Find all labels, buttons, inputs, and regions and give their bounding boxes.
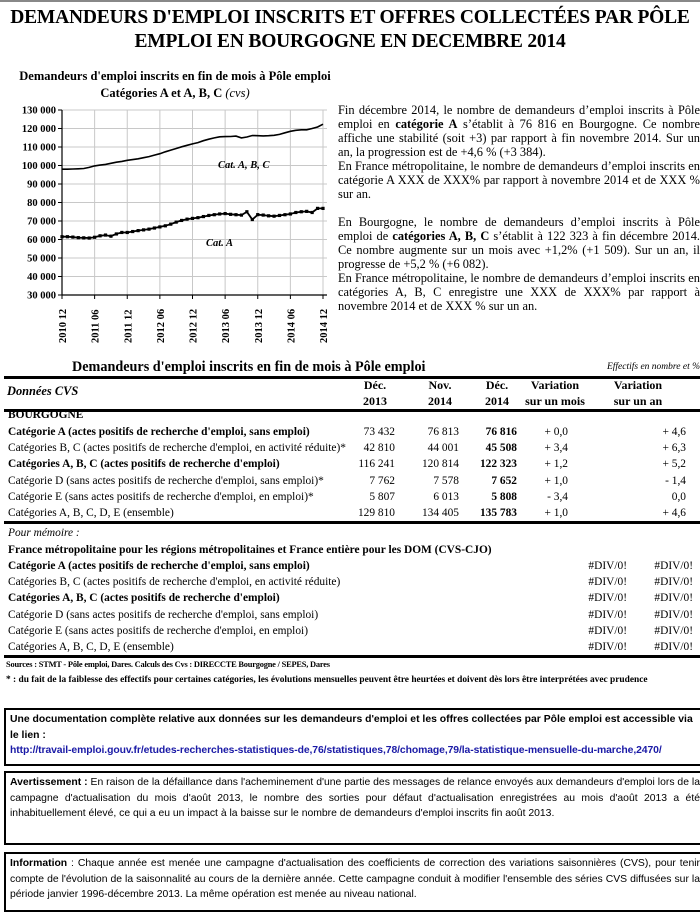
table-cell: + 1,0 <box>544 474 568 487</box>
data-marker <box>131 230 134 233</box>
data-marker <box>213 213 216 216</box>
chart-title <box>10 68 340 102</box>
data-marker <box>60 235 63 238</box>
data-marker <box>180 219 183 222</box>
table-cell: + 1,2 <box>544 458 568 471</box>
y-tick-label: 120 000 <box>21 124 56 135</box>
data-marker <box>283 213 286 216</box>
y-tick-label: 100 000 <box>21 161 56 172</box>
column-header-line1: Déc. <box>485 378 509 392</box>
data-marker <box>104 233 107 236</box>
table-cell: #DIV/0! <box>588 592 627 605</box>
data-marker <box>278 214 281 217</box>
data-marker <box>175 221 178 224</box>
table-cell: + 4,6 <box>662 426 686 438</box>
table-row-label: Catégories A, B, C, D, E (ensemble) <box>8 641 174 653</box>
table-row-label: Catégorie E (sans actes positifs de recherche d'emploi, en emploi)* <box>8 490 314 503</box>
table-row-label: Catégorie E (sans actes positifs de recherche d'emploi, en emploi) <box>8 624 308 637</box>
x-tick-label: 2011 12 <box>123 309 135 343</box>
table-cell: 73 432 <box>363 426 395 438</box>
table-cell: #DIV/0! <box>654 560 693 572</box>
table-cell: + 1,0 <box>544 507 568 519</box>
data-marker <box>93 236 96 239</box>
data-marker <box>234 213 237 216</box>
x-tick-label: 2014 12 <box>319 308 330 343</box>
table-cell: 7 652 <box>491 474 517 487</box>
commentary-cat-a <box>338 103 700 159</box>
information-box <box>4 852 700 912</box>
table-cell: 129 810 <box>357 507 395 519</box>
table-cell: 135 783 <box>479 507 517 519</box>
column-header <box>607 378 669 409</box>
table-title: Demandeurs d'emploi inscrits en fin de mois à Pôle emploi <box>72 359 426 375</box>
text-bold: catégories A, B, C <box>392 229 490 243</box>
data-marker <box>207 214 210 217</box>
data-marker <box>289 212 292 215</box>
data-marker <box>66 235 69 238</box>
commentary <box>338 103 700 313</box>
column-header-line2: 2014 <box>428 393 452 408</box>
commentary-cat-abc-france: En France métropolitaine, le nombre de demandeurs d’emploi inscrits en catégories A, B, C enregistre une XXX de XXX% par rapport à novembre 2014 et de XXX % sur un an. <box>338 271 700 313</box>
line-chart <box>0 100 335 350</box>
table-cell: - 1,4 <box>665 474 686 487</box>
table-row-label: Catégorie A (actes positifs de recherche d'emploi, sans emploi) <box>8 426 310 438</box>
x-tick-label: 2011 06 <box>90 309 102 343</box>
table-cell: 5 807 <box>369 490 395 503</box>
page-title-line1: DEMANDEURS D'EMPLOI INSCRITS ET OFFRES COLLECTÉES PAR PÔLE <box>10 7 690 28</box>
data-marker <box>272 215 275 218</box>
table-cell: 116 241 <box>358 458 395 471</box>
data-marker <box>158 225 161 228</box>
data-marker <box>169 223 172 226</box>
data-marker <box>224 212 227 215</box>
data-marker <box>115 232 118 235</box>
table-cell: + 6,3 <box>662 442 686 455</box>
data-marker <box>153 226 156 229</box>
y-tick-label: 40 000 <box>27 272 56 283</box>
text: s’établit à 122 323 à fin décembre 2014. Ce nombre augmente sur un mois avec +1,2% (+1 509). Sur un an, il progresse de +5,2 % (+6 082). <box>338 229 700 271</box>
memo-label: Pour mémoire : <box>8 527 80 539</box>
table-cell: 76 816 <box>485 426 517 438</box>
x-tick-label: 2012 06 <box>155 308 167 343</box>
y-tick-label: 30 000 <box>27 290 56 302</box>
data-marker <box>88 236 91 239</box>
data-marker <box>262 213 265 216</box>
table-cell: #DIV/0! <box>654 641 693 653</box>
data-marker <box>218 212 221 215</box>
chart-title-categories: Catégories A et A, B, C <box>100 86 223 100</box>
data-marker <box>251 218 254 221</box>
table-cell: 134 405 <box>421 507 459 519</box>
y-tick-label: 90 000 <box>27 179 56 191</box>
data-marker <box>321 207 324 210</box>
text: Fin décembre 2014, le nombre de demandeurs d’emploi inscrits à Pôle emploi en <box>338 103 700 131</box>
data-marker <box>267 214 270 217</box>
table-cell: 6 013 <box>433 490 459 503</box>
page-title-line2: EMPLOI EN BOURGOGNE EN DECEMBRE 2014 <box>134 31 566 52</box>
data-marker <box>245 210 248 213</box>
x-tick-label: 2012 12 <box>188 308 200 343</box>
data-marker <box>98 234 101 237</box>
table-row-header: Données CVS <box>7 384 79 398</box>
table-cell: #DIV/0! <box>654 576 693 589</box>
data-marker <box>126 231 129 234</box>
table-row-label: Catégorie D (sans actes positifs de recherche d'emploi, sans emploi) <box>8 608 319 621</box>
data-marker <box>240 213 243 216</box>
data-marker <box>191 217 194 220</box>
x-tick-label: 2010 12 <box>58 308 69 343</box>
column-header-line1: Variation <box>613 378 663 392</box>
chart-title-line1: Demandeurs d'emploi inscrits en fin de mois à Pôle emploi <box>19 69 331 83</box>
table-cell: 7 578 <box>433 474 459 487</box>
table-cell: + 4,6 <box>662 507 686 519</box>
table-top-rule <box>4 376 700 379</box>
x-tick-label: 2014 06 <box>286 308 298 343</box>
table-cell: #DIV/0! <box>654 624 693 637</box>
column-header <box>418 378 463 409</box>
x-tick-label: 2013 06 <box>221 308 233 343</box>
data-marker <box>202 215 205 218</box>
column-header-line2: 2013 <box>363 393 387 408</box>
documentation-text: Une documentation complète relative aux données sur les demandeurs d'emploi et les offres collectées par Pôle emploi est accessible via le lien : <box>10 714 693 741</box>
table-cell: + 0,0 <box>544 426 568 438</box>
footnote: * : du fait de la faiblesse des effectifs pour certaines catégories, les évolutions mensuelles peuvent être heurtées et doivent dès lors être interprétées avec prudence <box>6 675 648 685</box>
region-label: BOURGOGNE <box>8 409 84 421</box>
chart-title-cvs: (cvs) <box>225 86 250 100</box>
column-header-line2: sur un an <box>613 393 663 408</box>
france-label: France métropolitaine pour les régions métropolitaines et France entière pour les DOM (CVS-CJO) <box>8 544 492 556</box>
data-marker <box>109 235 112 238</box>
data-marker <box>256 213 259 216</box>
table-row-label: Catégories A, B, C (actes positifs de recherche d'emploi) <box>8 592 280 605</box>
documentation-box <box>4 708 700 766</box>
text: s’établit à 76 816 en Bourgogne. Ce nombre affiche une stabilité (soit +3) par rapport à fin novembre 2014. Sur un an, la progression est de +4,6 % (+3 384). <box>338 117 700 159</box>
table-cell: 44 001 <box>427 442 459 455</box>
information-label: Information <box>10 858 68 869</box>
information-text: : Chaque année est menée une campagne d'actualisation des coefficients de correction des variations saisonnières (CVS), pour tenir compte de l'évolution de la saisonnalité au cours de la dernière année. Cette campagne conduit à modifier l'ensemble des séries CVS diffusées sur la période janvier 1996-décembre 2013. La même opération est menée au niveau national. <box>10 858 700 900</box>
table-cell: 0,0 <box>671 490 686 503</box>
table-cell: - 3,4 <box>547 490 568 503</box>
y-tick-label: 80 000 <box>27 198 56 209</box>
y-tick-label: 70 000 <box>27 216 56 228</box>
table-cell: #DIV/0! <box>588 641 627 653</box>
top-rule <box>0 0 700 2</box>
table-row-label: Catégories A, B, C (actes positifs de recherche d'emploi) <box>8 458 280 471</box>
table-mid-rule <box>4 521 700 524</box>
table-cell: #DIV/0! <box>654 608 693 621</box>
data-marker <box>300 210 303 213</box>
documentation-link[interactable]: http://travail-emploi.gouv.fr/etudes-recherches-statistiques-de,76/statistiques,78/chomage,79/la-statistique-mensuelle-du-marche,2470/ <box>10 745 662 756</box>
table-cell: #DIV/0! <box>654 592 693 605</box>
data-marker <box>77 236 80 239</box>
data-marker <box>137 229 140 232</box>
table-cell: 42 810 <box>363 442 395 455</box>
commentary-cat-a-france: En France métropolitaine, le nombre de demandeurs d’emploi inscrits en catégorie A XXX de XXX% par rapport à novembre 2014 et de XXX % sur an. <box>338 159 700 201</box>
table-cell: 122 323 <box>479 458 517 471</box>
table-row-label: Catégorie A (actes positifs de recherche d'emploi, sans emploi) <box>8 560 310 572</box>
table-cell: #DIV/0! <box>588 624 627 637</box>
data-marker <box>311 211 314 214</box>
data-marker <box>316 207 319 210</box>
warning-text: En raison de la défaillance dans l'acheminement d'une partie des messages de relance envoyés aux demandeurs d'emploi lors de la campagne d'actualisation du mois d'août 2013, le nombre des sorties pour défaut d'actualisation enregistrées au mois d'août 2013 a été inhabituellement élevé, ce qui a eu un impact à la baisse sur le nombre de demandeurs d'emploi inscrits fin août 2013. <box>10 777 700 819</box>
data-marker <box>196 216 199 219</box>
column-header-line1: Déc. <box>363 378 387 392</box>
text: En Bourgogne, le nombre de demandeurs d’emploi inscrits à Pôle emploi de <box>338 215 700 243</box>
table-row-label: Catégories B, C (actes positifs de recherche d'emploi, en activité réduite)* <box>8 442 346 455</box>
commentary-cat-abc <box>338 215 700 271</box>
x-tick-label: 2013 12 <box>253 308 265 343</box>
series-label-cat-a: Cat. A <box>206 238 234 249</box>
data-marker <box>71 235 74 238</box>
table-row-label: Catégorie D (sans actes positifs de recherche d'emploi, sans emploi)* <box>8 474 324 487</box>
data-marker <box>82 236 85 239</box>
table-row-label: Catégories B, C (actes positifs de recherche d'emploi, en activité réduite) <box>8 576 341 589</box>
table-cell: + 3,4 <box>544 442 568 455</box>
table-cell: #DIV/0! <box>588 560 627 572</box>
data-marker <box>294 211 297 214</box>
table-cell: #DIV/0! <box>588 576 627 589</box>
y-tick-label: 130 000 <box>21 105 56 117</box>
column-header-line2: 2014 <box>485 393 509 408</box>
table-cell: #DIV/0! <box>588 608 627 621</box>
data-marker <box>142 228 145 231</box>
data-marker <box>305 210 308 213</box>
warning-box <box>4 771 700 845</box>
series-label-cat-abc: Cat. A, B, C <box>218 160 270 171</box>
table-header-rule <box>4 409 700 412</box>
column-header <box>515 378 595 409</box>
y-tick-label: 110 000 <box>22 142 56 154</box>
line-chart-svg <box>0 100 335 350</box>
warning-label: Avertissement : <box>10 777 88 788</box>
data-marker <box>185 218 188 221</box>
table-cell: 45 508 <box>485 442 517 455</box>
column-header-line1: Variation <box>530 378 580 392</box>
data-marker <box>120 231 123 234</box>
table-cell: 76 813 <box>427 426 459 438</box>
y-tick-label: 50 000 <box>27 253 56 265</box>
data-marker <box>164 224 167 227</box>
table-cell: + 5,2 <box>662 458 686 471</box>
y-tick-label: 60 000 <box>27 235 56 246</box>
data-marker <box>147 228 150 231</box>
table-row-label: Catégories A, B, C, D, E (ensemble) <box>8 507 174 519</box>
table-cell: 120 814 <box>421 458 459 471</box>
table-bottom-rule <box>4 655 700 658</box>
text-bold: catégorie A <box>395 117 458 131</box>
page-title <box>0 6 700 54</box>
data-marker <box>229 213 232 216</box>
table-unit-note: Effectifs en nombre et % <box>606 362 700 372</box>
sources-note: Sources : STMT - Pôle emploi, Dares. Calculs des Cvs : DIRECCTE Bourgogne / SEPES, Dares <box>6 660 330 669</box>
column-header-line2: sur un mois <box>525 393 585 408</box>
column-header-line1: Nov. <box>428 378 452 392</box>
table-cell: 7 762 <box>369 474 395 487</box>
table-cell: 5 808 <box>491 490 517 503</box>
column-header <box>355 378 395 409</box>
